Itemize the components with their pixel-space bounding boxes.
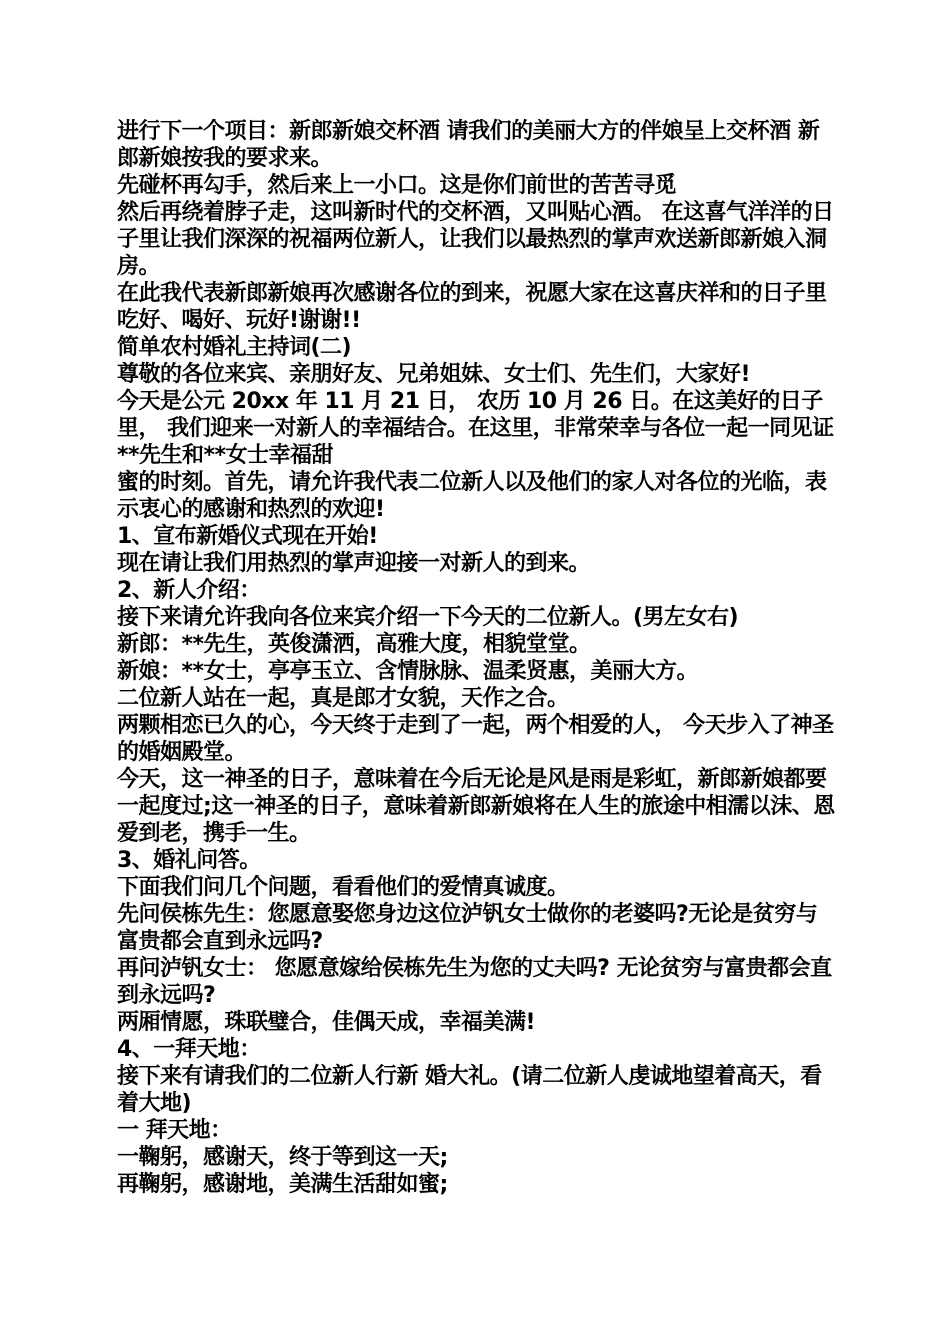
paragraph: 现在请让我们用热烈的掌声迎接一对新人的到来。 [117, 551, 591, 576]
paragraph: 先问侯栋先生：您愿意娶您身边这位泸钒女士做你的老婆吗?无论是贫穷与富贵都会直到永远吗? [117, 902, 818, 954]
paragraph: 先碰杯再勾手，然后来上一小口。这是你们前世的苦苦寻觅 [117, 173, 677, 198]
paragraph: 在此我代表新郎新娘再次感谢各位的到来，祝愿大家在这喜庆祥和的日子里吃好、喝好、玩好!谢谢!! [117, 281, 827, 333]
paragraph: 蜜的时刻。首先，请允许我代表二位新人以及他们的家人对各位的光临，表示衷心的感谢和热烈的欢迎! [117, 470, 827, 522]
paragraph: 新娘：**女士，亭亭玉立、含情脉脉、温柔贤惠，美丽大方。 [117, 659, 699, 684]
paragraph: 进行下一个项目：新郎新娘交杯酒 请我们的美丽大方的伴娘呈上交杯酒 新郎新娘按我的要求来。 [117, 119, 820, 171]
step-heading: 2、新人介绍： [117, 578, 261, 603]
document-body [117, 118, 837, 1198]
paragraph: 今天是公元 20xx 年 11 月 21 日， 农历 10 月 26 日。在这美好的日子里， 我们迎来一对新人的幸福结合。在这里，非常荣幸与各位一起一同见证**先生和**女士幸福甜 [117, 389, 834, 468]
step-heading: 4、一拜天地： [117, 1037, 261, 1062]
paragraph: 二位新人站在一起，真是郎才女貌，天作之合。 [117, 686, 569, 711]
step-heading: 3、婚礼问答。 [117, 848, 261, 873]
paragraph: 再问泸钒女士： 您愿意嫁给侯栋先生为您的丈夫吗? 无论贫穷与富贵都会直到永远吗? [117, 956, 832, 1008]
paragraph: 尊敬的各位来宾、亲朋好友、兄弟姐妹、女士们、先生们，大家好! [117, 362, 751, 387]
paragraph: 接下来请允许我向各位来宾介绍一下今天的二位新人。(男左女右) [117, 605, 739, 630]
paragraph: 然后再绕着脖子走，这叫新时代的交杯酒，又叫贴心酒。 在这喜气洋洋的日子里让我们深深的祝福两位新人，让我们以最热烈的掌声欢送新郎新娘入洞房。 [117, 200, 834, 279]
paragraph: 下面我们问几个问题，看看他们的爱情真诚度。 [117, 875, 569, 900]
paragraph: 一 拜天地： [117, 1118, 232, 1143]
paragraph: 接下来有请我们的二位新人行新 婚大礼。(请二位新人虔诚地望着高天，看着大地) [117, 1064, 822, 1116]
section-heading: 简单农村婚礼主持词(二) [117, 335, 352, 360]
paragraph: 两厢情愿，珠联璧合，佳偶天成，幸福美满! [117, 1010, 536, 1035]
step-heading: 1、宣布新婚仪式现在开始! [117, 524, 378, 549]
paragraph: 再鞠躬，感谢地，美满生活甜如蜜; [117, 1172, 448, 1197]
paragraph: 一鞠躬，感谢天，终于等到这一天; [117, 1145, 448, 1170]
paragraph: 今天，这一神圣的日子，意味着在今后无论是风是雨是彩虹，新郎新娘都要一起度过;这一神圣的日子，意味着新郎新娘将在人生的旅途中相濡以沫、恩爱到老，携手一生。 [117, 767, 835, 846]
paragraph: 两颗相恋已久的心，今天终于走到了一起，两个相爱的人， 今天步入了神圣的婚姻殿堂。 [117, 713, 834, 765]
paragraph: 新郎：**先生，英俊潇洒，高雅大度，相貌堂堂。 [117, 632, 591, 657]
